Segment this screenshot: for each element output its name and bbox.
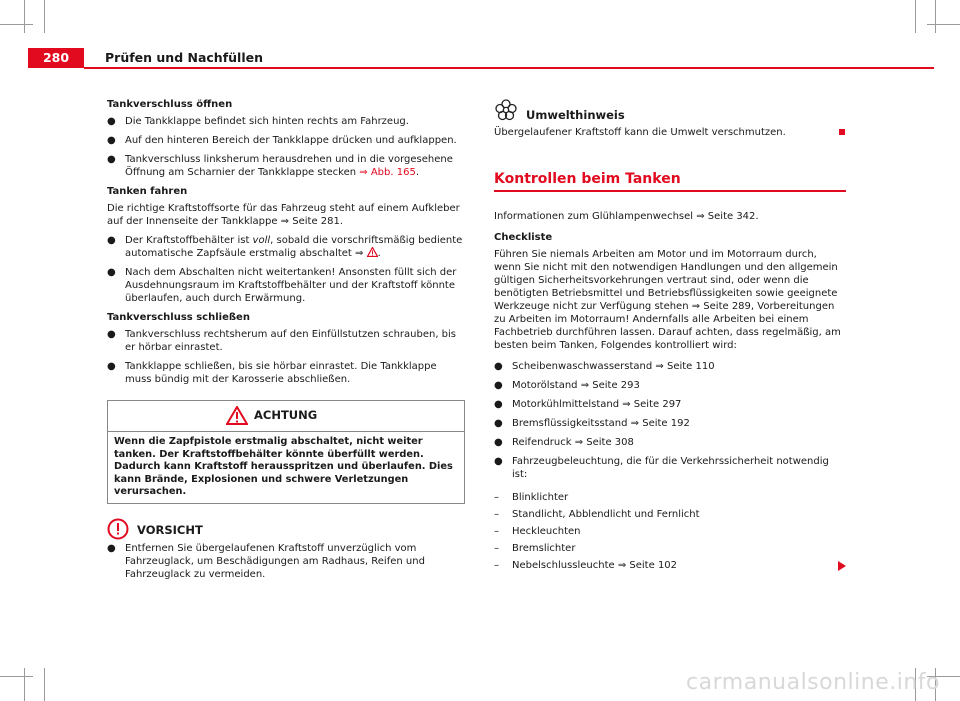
warning-triangle-icon <box>226 406 248 428</box>
list-item-text: Bremsflüssigkeitsstand ⇒ Seite 192 <box>512 418 690 429</box>
section-title: Kontrollen beim Tanken <box>494 173 846 192</box>
caution-note <box>107 518 465 581</box>
list-item <box>494 379 846 392</box>
crop-mark <box>44 668 45 701</box>
list-item-text: Motorkühlmittelstand ⇒ Seite 297 <box>512 399 682 410</box>
list-item <box>494 436 846 449</box>
section-end-marker <box>839 129 845 135</box>
list-item-text: Nach dem Abschalten nicht weitertanken! Ansonsten füllt sich der Ausdehnungsraum im Kraftstoffbehälter und der Kraftstoff könnte überlaufen, auch durch Erwärmung. <box>125 267 457 304</box>
list-item <box>107 328 465 354</box>
left-column <box>107 98 465 587</box>
list-item-text: Scheibenwaschwasserstand ⇒ Seite 110 <box>512 361 715 372</box>
warning-box <box>107 400 465 504</box>
bullet-icon: ● <box>107 235 116 246</box>
environment-label: Umwelthinweis <box>526 108 625 122</box>
list-item <box>107 234 465 260</box>
list-item-text: Auf den hinteren Bereich der Tankklappe drücken und aufklappen. <box>125 135 457 146</box>
crop-mark <box>935 0 936 33</box>
sub-list-item <box>494 542 846 555</box>
bullet-icon: ● <box>107 135 116 146</box>
dash-icon: – <box>494 560 499 571</box>
list-item <box>494 360 846 373</box>
figure-link[interactable]: ⇒ Abb. 165 <box>359 167 416 178</box>
warning-text: Wenn die Zapfpistole erstmalig abschaltet, nicht weiter tanken. Der Kraftstoffbehälter könnte überfüllt werden. Dadurch kann Kraftstoff herausspritzen und überlaufen. Dies kann Brände, Explosionen und schwere Verletzungen verursachen. <box>114 436 453 497</box>
dash-icon: – <box>494 492 499 503</box>
caution-header <box>107 518 465 540</box>
crop-mark <box>24 668 25 701</box>
crop-mark <box>24 0 25 33</box>
list-item-text: . <box>377 248 381 259</box>
checklist-text: Führen Sie niemals Arbeiten am Motor und im Motorraum durch, wenn Sie nicht mit den notwendigen Handlungen und den allgemein gültigen Sicherheitsvorkehrungen vertraut sind, oder wenn die benötigten Betriebsmittel und Betriebsflüssigkeiten sowie geeignete Werkzeuge nicht zur Verfügung stehen ⇒ Seite 289, Vorbereitungen zu Arbeiten im Motorraum! Andernfalls alle Arbeiten bei einem Fachbetrieb durchführen lassen. Darauf achten, dass regelmäßig, am besten beim Tanken, Folgendes kontrolliert wird: <box>494 249 841 351</box>
list-item-text: Der Kraftstoffbehälter ist <box>125 235 253 246</box>
list-item-text: Die Tankklappe befindet sich hinten rechts am Fahrzeug. <box>125 116 409 127</box>
list-item-text: Reifendruck ⇒ Seite 308 <box>512 437 634 448</box>
bullet-icon: ● <box>494 456 503 467</box>
info-reference: Informationen zum Glühlampenwechsel ⇒ Seite 342. <box>494 211 759 222</box>
bullet-icon: ● <box>494 380 503 391</box>
page-title: Prüfen und Nachfüllen <box>105 50 263 65</box>
crop-mark <box>927 24 960 25</box>
heading-refuel: Tanken fahren <box>107 186 188 197</box>
bullet-icon: ● <box>107 116 116 127</box>
list-item <box>494 398 846 411</box>
continue-arrow-icon[interactable] <box>838 561 846 571</box>
exclamation-circle-icon <box>107 518 129 543</box>
bullet-icon: ● <box>107 361 116 372</box>
bullet-icon: ● <box>107 329 116 340</box>
bullet-icon: ● <box>494 361 503 372</box>
page-number: 280 <box>28 48 84 68</box>
bullet-icon: ● <box>494 399 503 410</box>
list-item-text: . <box>415 167 419 178</box>
watermark: carmanualsonline.info <box>686 670 940 695</box>
list-item <box>107 266 465 305</box>
list-item-text: Tankklappe schließen, bis sie hörbar einrastet. Die Tankklappe muss bündig mit der Karosserie abschließen. <box>125 361 437 385</box>
list-item <box>494 455 846 481</box>
page-header <box>28 48 934 70</box>
crop-mark <box>915 0 916 33</box>
bullet-icon: ● <box>494 418 503 429</box>
list-item <box>107 542 465 581</box>
sub-list-item <box>494 525 846 538</box>
sub-list-item <box>494 559 846 572</box>
list-item <box>107 360 465 386</box>
sub-list-item <box>494 508 846 521</box>
list-item <box>107 134 465 147</box>
environment-header <box>494 98 846 124</box>
sub-list-item-text: Nebelschlussleuchte ⇒ Seite 102 <box>512 560 678 571</box>
dash-icon: – <box>494 526 499 537</box>
bullet-icon: ● <box>107 154 116 165</box>
list-item <box>107 115 465 128</box>
caution-label: VORSICHT <box>137 522 203 537</box>
heading-checklist: Checkliste <box>494 232 553 243</box>
list-item-text: Motorölstand ⇒ Seite 293 <box>512 380 640 391</box>
sub-list-item <box>494 491 846 504</box>
bullet-icon: ● <box>107 542 116 554</box>
sub-list-item-text: Bremslichter <box>512 543 576 554</box>
list-item-text: Tankverschluss rechtsherum auf den Einfüllstutzen schrauben, bis er hörbar einrastet. <box>125 329 457 353</box>
sub-list-item-text: Heckleuchten <box>512 526 581 537</box>
flower-environment-icon <box>494 98 518 125</box>
crop-mark <box>44 0 45 33</box>
bullet-icon: ● <box>494 437 503 448</box>
sub-list-item-text: Blinklichter <box>512 492 569 503</box>
list-item-text: Tankverschluss linksherum herausdrehen und in die vorgesehene Öffnung am Scharnier der Tankklappe stecken <box>125 154 453 178</box>
list-item <box>107 153 465 179</box>
right-column <box>494 98 846 576</box>
header-rule <box>84 67 934 69</box>
environment-text: Übergelaufener Kraftstoff kann die Umwelt verschmutzen. <box>494 127 786 138</box>
sub-list-item-text: Standlicht, Abblendlicht und Fernlicht <box>512 509 700 520</box>
warning-label: ACHTUNG <box>254 408 318 422</box>
crop-mark <box>0 24 33 25</box>
heading-close-cap: Tankverschluss schließen <box>107 312 250 323</box>
dash-icon: – <box>494 543 499 554</box>
emphasis-text: voll <box>252 235 271 246</box>
list-item-text: Fahrzeugbeleuchtung, die für die Verkehrssicherheit notwendig ist: <box>512 456 829 480</box>
paragraph: Die richtige Kraftstoffsorte für das Fahrzeug steht auf einem Aufkleber auf der Innenseite der Tankklappe ⇒ Seite 281. <box>107 203 460 227</box>
crop-mark <box>0 676 33 677</box>
list-item <box>494 417 846 430</box>
warning-link-icon[interactable] <box>367 248 378 259</box>
list-item-text: , sobald die vorschriftsmäßig bediente automatische Zapfsäule erstmalig abschaltet ⇒ <box>125 235 463 259</box>
caution-text: Entfernen Sie übergelaufenen Kraftstoff unverzüglich vom Fahrzeuglack, um Beschädigungen am Radhaus, Reifen und Fahrzeuglack zu vermeiden. <box>125 542 425 580</box>
warning-header <box>108 401 464 432</box>
bullet-icon: ● <box>107 267 116 278</box>
heading-open-cap: Tankverschluss öffnen <box>107 99 233 110</box>
dash-icon: – <box>494 509 499 520</box>
